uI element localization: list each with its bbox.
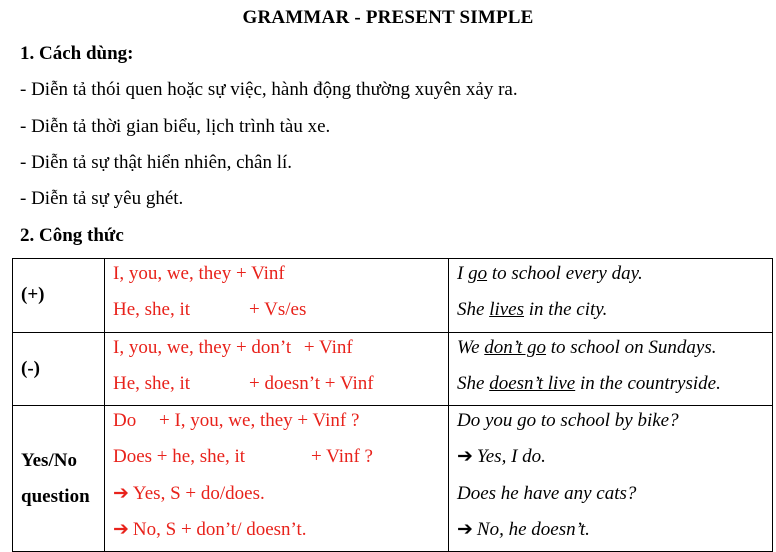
right-arrow-icon: ➔ (113, 519, 129, 541)
formula-line (105, 515, 448, 551)
row-label-negative: (-) (13, 332, 105, 406)
usage-item: - Diễn tả thời gian biểu, lịch trình tàu xe. (20, 116, 331, 137)
formula-subject: He, she, it (113, 299, 191, 321)
example-line (449, 442, 772, 478)
example-text: She (457, 372, 490, 394)
table-row-negative (13, 332, 773, 406)
example-cell-negative (449, 332, 773, 406)
example-text: to school every day. (487, 263, 643, 284)
formula-cell-positive (105, 259, 449, 333)
section-heading-usage: 1. Cách dùng: (20, 43, 134, 64)
example-line (449, 369, 772, 405)
example-line (449, 333, 772, 369)
formula-answer: Yes, S + do/does. (132, 482, 265, 504)
formula-rest: + I, you, we, they + Vinf ? (159, 410, 360, 432)
formula-rest: + Vinf ? (311, 446, 373, 468)
example-verb: lives (489, 299, 525, 321)
example-text: in the city. (524, 299, 608, 321)
example-line: Do you go to school by bike? (457, 410, 679, 432)
formula-subject: I, you, we, they (113, 263, 232, 284)
example-verb: doesn’t live (489, 372, 576, 394)
formula-verb: + Vs/es (249, 299, 307, 321)
table-row-question (13, 406, 773, 552)
row-label-positive: (+) (13, 259, 105, 333)
right-arrow-icon: ➔ (457, 519, 473, 541)
formula-line (105, 333, 448, 369)
formula-line (105, 369, 448, 405)
formula-verb: + doesn’t + Vinf (249, 372, 374, 394)
table-row-positive (13, 259, 773, 333)
formula-cell-question (105, 406, 449, 552)
section-heading-formula: 2. Công thức (20, 225, 124, 246)
example-text: She (457, 299, 490, 321)
usage-item: - Diễn tả sự thật hiển nhiên, chân lí. (20, 152, 293, 173)
right-arrow-icon: ➔ (457, 446, 473, 468)
example-cell-question (449, 406, 773, 552)
formula-verb: + Vinf (303, 336, 353, 358)
usage-item: - Diễn tả sự yêu ghét. (20, 188, 184, 209)
formula-table (12, 258, 773, 552)
example-text: We (457, 336, 485, 358)
formula-answer: No, S + don’t/ doesn’t. (132, 519, 307, 541)
usage-item: - Diễn tả thói quen hoặc sự việc, hành động thường xuyên xảy ra. (20, 79, 518, 100)
right-arrow-icon: ➔ (113, 482, 129, 504)
example-text: I (457, 263, 469, 284)
formula-subject: He, she, it (113, 372, 191, 394)
example-verb: don’t go (484, 336, 547, 358)
formula-verb: + Vinf (235, 263, 285, 284)
formula-line (105, 406, 448, 442)
page-title: GRAMMAR - PRESENT SIMPLE (242, 7, 534, 28)
example-line: Does he have any cats? (457, 482, 637, 504)
formula-line (105, 295, 448, 331)
example-text: Yes, I do. (476, 446, 546, 468)
formula-aux: Do (113, 410, 137, 432)
example-line (449, 295, 772, 331)
row-label-question (13, 406, 105, 552)
example-line (449, 515, 772, 551)
row-label-line: Yes/No (21, 449, 77, 471)
formula-line (105, 259, 448, 295)
row-label-line: question (21, 485, 90, 507)
formula-line (105, 479, 448, 515)
formula-subject: I, you, we, they + don’t (113, 336, 292, 358)
example-text: No, he doesn’t. (476, 519, 590, 541)
formula-aux: Does + he, she, it (113, 446, 246, 468)
example-text: to school on Sundays. (546, 336, 717, 358)
formula-cell-negative (105, 332, 449, 406)
example-cell-positive (449, 259, 773, 333)
example-verb: go (468, 263, 488, 284)
example-line (449, 259, 772, 295)
formula-line (105, 442, 448, 478)
example-text: in the countryside. (575, 372, 721, 394)
